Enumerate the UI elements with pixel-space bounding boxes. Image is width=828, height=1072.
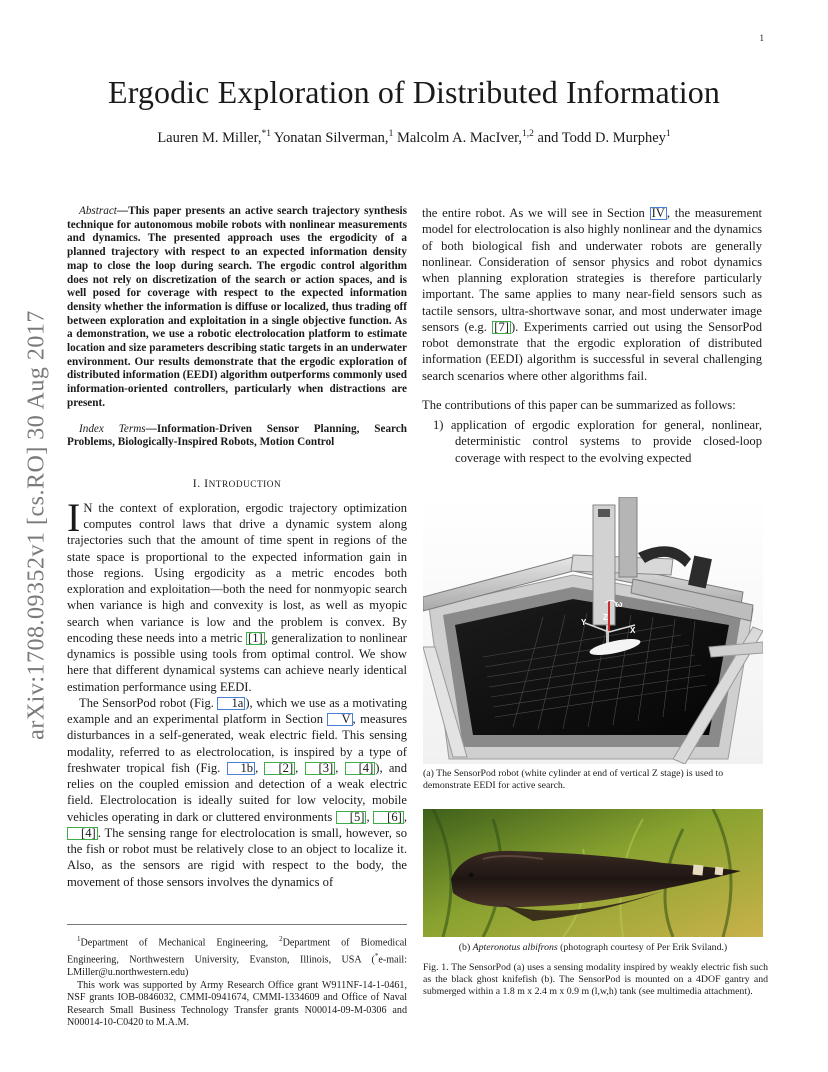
intro-paragraph-1 bbox=[67, 494, 408, 695]
text-run: ). Experiments carried out using the SensorPod robot demonstrate that the ergodic exploration of distributed information (EEDI) algorithm is successful in several challenging search scenarios where other algorithms fail. bbox=[422, 319, 762, 383]
abstract bbox=[67, 205, 407, 411]
contributions-intro: The contributions of this paper can be summarized as follows: bbox=[422, 397, 736, 412]
text-run: The SensorPod robot (Fig. bbox=[79, 695, 218, 710]
axis-label-y: Y bbox=[581, 618, 587, 627]
text-run: , the measurement model for electrolocation is also highly nonlinear and the dynamics of both biological fish and underwater robots are generally nonlinear. Consideration of sensor physics and robot dynamics when planning exploration strategies is therefore particularly important. The same applies to many near-field sensors such as tactile sensors, ultra-shortwave sonar, and most underwater image sensors (e.g. bbox=[422, 206, 762, 334]
intro-paragraph-2 bbox=[67, 695, 407, 890]
axis-label-x: X bbox=[630, 626, 636, 635]
abstract-heading: Abstract bbox=[79, 205, 117, 217]
figure-1a-caption: (a) The SensorPod robot (white cylinder at end of vertical Z stage) is used to demonstrate EEDI for active search. bbox=[423, 768, 724, 791]
citation-link[interactable]: [2] bbox=[264, 762, 295, 775]
section-title-smallcaps: NTRODUCTION bbox=[208, 479, 282, 490]
figure-1-caption: Fig. 1. The SensorPod (a) uses a sensing modality inspired by weakly electric fish such as the black ghost knifefish (b). The SensorPod is mounted on a 4DOF gantry and submerged within a 1.8 m x 2.4 m x 0.9 m (l,w,h) tank (see multimedia attachment). bbox=[423, 962, 768, 997]
index-terms bbox=[67, 423, 407, 450]
right-column bbox=[422, 205, 762, 466]
text-run: (b) bbox=[458, 942, 473, 953]
text-run: , bbox=[295, 760, 305, 775]
text-run: N the context of exploration, ergodic trajectory optimization computes control laws that drive a dynamic system along trajectories such that the amount of time spent in regions of the state space is proportional to the expected information gain in those regions. Using ergodicity as a metric encodes both exploration and exploitation—both the need for nonmyopic search when variance is high and convexity is lost, as well as myopic search when variance is low and the problem is convex. By encoding these needs into a metric bbox=[67, 500, 407, 645]
text-run: Department of Mechanical Engineering, bbox=[80, 937, 280, 949]
figure-1b-caption bbox=[423, 942, 763, 954]
index-terms-heading: Index Terms bbox=[79, 422, 146, 435]
footnote-marker: 2 bbox=[279, 935, 283, 943]
axis-label-omega: ω bbox=[615, 599, 623, 609]
footnote-affiliations bbox=[67, 933, 407, 980]
drop-cap: I bbox=[67, 494, 81, 540]
index-terms-text: —Information-Driven Sensor Planning, Search Problems, Biologically-Inspired Robots, Motion Control bbox=[67, 422, 407, 449]
arxiv-identifier-text: arXiv:1708.09352v1 [cs.RO] 30 Aug 2017 bbox=[23, 310, 50, 740]
text-run: (photograph courtesy of Per Erik Sviland.) bbox=[557, 942, 728, 953]
arxiv-identifier bbox=[22, 290, 52, 760]
author-3-affiliation: 1,2 bbox=[522, 129, 534, 139]
text-run: the entire robot. As we will see in Section bbox=[422, 206, 650, 220]
text-run: , bbox=[366, 809, 374, 824]
citation-link[interactable]: [1] bbox=[248, 630, 263, 645]
section-numeral: I. I bbox=[192, 475, 209, 490]
sensorpod-robot-photo bbox=[423, 497, 763, 764]
footnotes bbox=[67, 924, 407, 1030]
author-1: Lauren M. Miller, bbox=[157, 129, 262, 146]
citation-link[interactable]: [6] bbox=[373, 811, 404, 824]
text-run: , bbox=[403, 809, 408, 824]
citation-link[interactable]: [5] bbox=[336, 811, 367, 824]
text-run: , bbox=[255, 760, 265, 775]
paper-title: Ergodic Exploration of Distributed Information bbox=[108, 74, 720, 110]
text-run: , generalization to nonlinear dynamics is possible using tools from optimal control. We show here that different dynamical systems can achieve nearly identical estimation performance using EEDI. bbox=[67, 630, 408, 694]
axis-label-z: Z bbox=[603, 613, 608, 622]
abstract-text: —This paper presents an active search trajectory synthesis technique for autonomous mobile robots with nonlinear measurements and dynamics. The presented approach uses the ergodicity of a planned trajectory with respect to an expected information density map to close the loop during search. The ergodic control algorithm does not rely on discretization of the search or action spaces, and is well posed for coverage with respect to the expected information density whether the information is diffuse or localized, thus trading off between exploration and exploitation in a single objective function. As a demonstration, we use a robotic electrolocation platform to estimate location and size parameters describing static targets in an underwater environment. Our results demonstrate that the ergodic exploration of distributed information (EEDI) algorithm outperforms commonly used information-oriented controllers, particularly when distractions are present. bbox=[67, 205, 407, 409]
left-column bbox=[67, 205, 407, 890]
figure-link[interactable]: 1b bbox=[227, 762, 256, 775]
citation-link[interactable]: [4] bbox=[345, 762, 376, 775]
section-link[interactable]: IV bbox=[651, 206, 665, 220]
footnote-marker: * bbox=[374, 951, 379, 960]
figure-link[interactable]: 1a bbox=[217, 697, 245, 710]
author-list bbox=[0, 129, 828, 147]
footnote-funding: This work was supported by Army Research Office grant W911NF-14-1-0461, NSF grants IOB-0846032, CMMI-0941674, CMMI-1334609 and Office of Naval Research Small Business Technology Transfer grants N00014-09-M-0306 and N00014-10-C0420 to M.A.M. bbox=[67, 979, 407, 1029]
text-run: . The sensing range for electrolocation is small, however, so the fish or robot must be relatively close to an object to localize it. Also, as the sensors are rigid with respect to the body, the movement of those sensors involves the dynamics of bbox=[67, 825, 407, 889]
section-heading-introduction bbox=[67, 476, 407, 491]
footnote-marker: 1 bbox=[77, 935, 81, 943]
text-run: , measures disturbances in a self-generated, weak electric field. This sensing modality, referred to as electrolocation, is inspired by a type of freshwater tropical fish (Fig. bbox=[67, 712, 407, 775]
citation-link[interactable]: [3] bbox=[305, 762, 336, 775]
species-name: Apteronotus albifrons bbox=[472, 942, 558, 953]
text-run: ), and relies on the coupled emission and detection of a weak electric field. Electrolocation is ideally suited for low velocity, mobile vehicles operating in dark or cluttered environments bbox=[67, 760, 408, 824]
text-run: ), which we use as a motivating example and an experimental platform in Section bbox=[67, 695, 408, 727]
author-1-affiliation: *1 bbox=[261, 129, 271, 139]
page-number: 1 bbox=[759, 33, 764, 43]
citation-link[interactable]: [7] bbox=[494, 319, 509, 334]
text-run: Department of Biomedical Engineering, Northwestern University, Evanston, Illinois, USA ( bbox=[67, 937, 407, 966]
author-3: Malcolm A. MacIver, bbox=[393, 129, 522, 146]
section-link[interactable]: V bbox=[327, 713, 352, 726]
author-2: Yonatan Silverman, bbox=[270, 129, 389, 146]
author-2-affiliation: 1 bbox=[388, 129, 394, 139]
author-4: and Todd D. Murphey bbox=[533, 129, 666, 146]
author-4-affiliation: 1 bbox=[665, 129, 671, 139]
text-run: , bbox=[335, 760, 345, 775]
citation-link[interactable]: [4] bbox=[67, 827, 98, 840]
right-paragraph-1 bbox=[422, 205, 762, 384]
knifefish-photo bbox=[423, 809, 763, 937]
text-run: e-mail: LMiller@u.northwestern.edu) bbox=[67, 954, 407, 978]
contribution-item-1: 1) application of ergodic exploration for general, nonlinear, deterministic control systems to provide closed-loop coverage with respect to the evolving expected bbox=[433, 418, 762, 465]
